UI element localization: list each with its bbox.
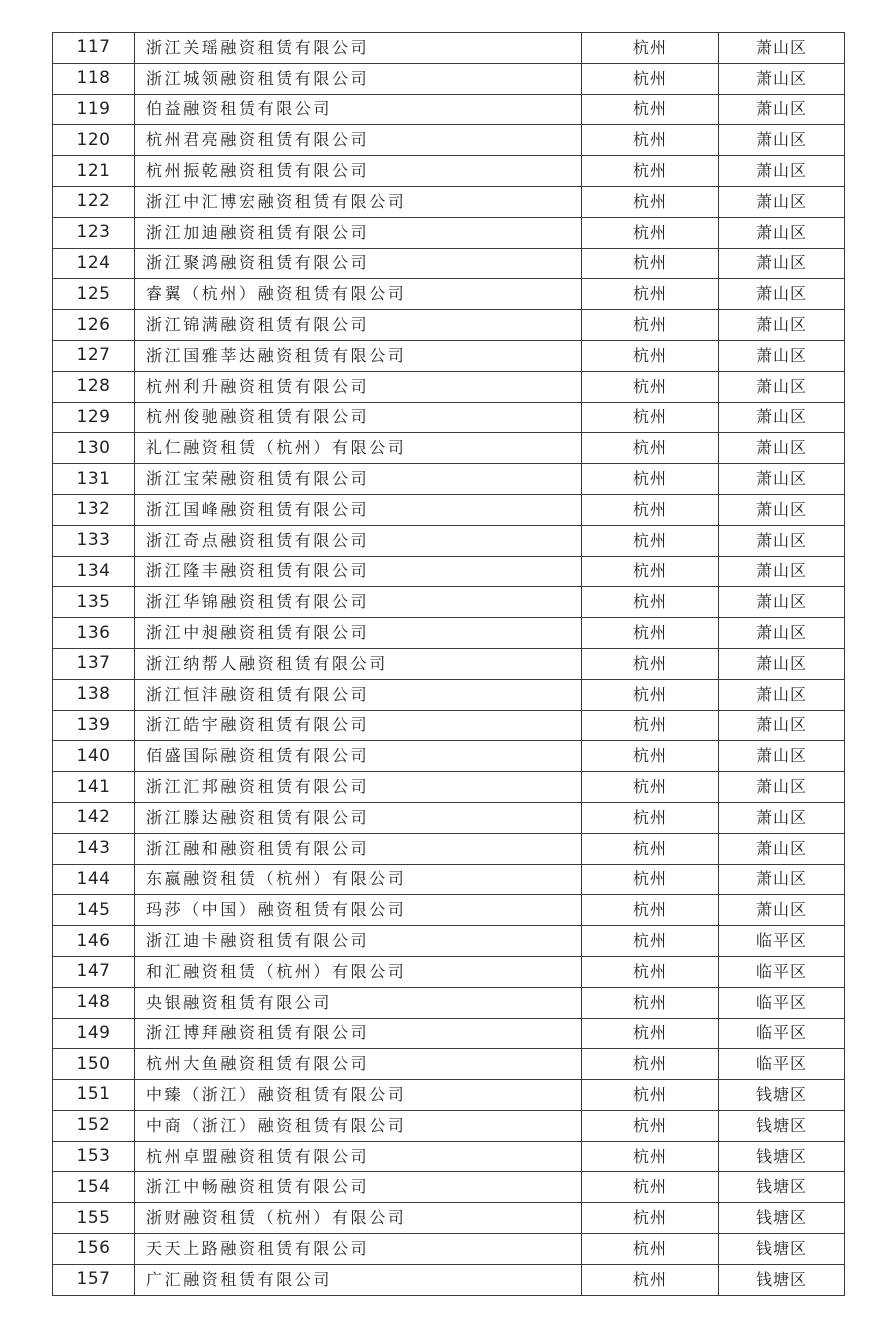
- city-cell: 杭州: [582, 679, 719, 710]
- district-cell: 萧山区: [719, 895, 845, 926]
- row-number-cell: 124: [53, 248, 135, 279]
- district-cell: 萧山区: [719, 402, 845, 433]
- city-cell: 杭州: [582, 1080, 719, 1111]
- table-row: [53, 464, 845, 495]
- district-cell: 萧山区: [719, 94, 845, 125]
- city-cell: 杭州: [582, 864, 719, 895]
- company-name-cell: 浙江中畅融资租赁有限公司: [135, 1172, 582, 1203]
- city-cell: 杭州: [582, 926, 719, 957]
- row-number-cell: 126: [53, 310, 135, 341]
- city-cell: 杭州: [582, 310, 719, 341]
- city-cell: 杭州: [582, 772, 719, 803]
- city-cell: 杭州: [582, 802, 719, 833]
- company-name-cell: 浙江中昶融资租赁有限公司: [135, 618, 582, 649]
- district-cell: 萧山区: [719, 63, 845, 94]
- company-name-cell: 杭州君亮融资租赁有限公司: [135, 125, 582, 156]
- city-cell: 杭州: [582, 94, 719, 125]
- city-cell: 杭州: [582, 1234, 719, 1265]
- row-number-cell: 132: [53, 494, 135, 525]
- district-cell: 萧山区: [719, 525, 845, 556]
- company-name-cell: 浙江纳帮人融资租赁有限公司: [135, 648, 582, 679]
- row-number-cell: 128: [53, 371, 135, 402]
- district-cell: 萧山区: [719, 833, 845, 864]
- table-row: [53, 679, 845, 710]
- city-cell: 杭州: [582, 833, 719, 864]
- company-name-cell: 浙江聚鸿融资租赁有限公司: [135, 248, 582, 279]
- table-row: [53, 710, 845, 741]
- table-row: [53, 864, 845, 895]
- company-name-cell: 和汇融资租赁（杭州）有限公司: [135, 956, 582, 987]
- table-row: [53, 494, 845, 525]
- row-number-cell: 156: [53, 1234, 135, 1265]
- district-cell: 萧山区: [719, 802, 845, 833]
- table-row: [53, 217, 845, 248]
- city-cell: 杭州: [582, 279, 719, 310]
- district-cell: 萧山区: [719, 494, 845, 525]
- row-number-cell: 130: [53, 433, 135, 464]
- district-cell: 萧山区: [719, 556, 845, 587]
- row-number-cell: 155: [53, 1203, 135, 1234]
- table-row: [53, 802, 845, 833]
- city-cell: 杭州: [582, 156, 719, 187]
- district-cell: 萧山区: [719, 648, 845, 679]
- district-cell: 萧山区: [719, 464, 845, 495]
- table-row: [53, 248, 845, 279]
- row-number-cell: 157: [53, 1264, 135, 1295]
- city-cell: 杭州: [582, 464, 719, 495]
- company-name-cell: 天天上路融资租赁有限公司: [135, 1234, 582, 1265]
- company-name-cell: 浙江城领融资租赁有限公司: [135, 63, 582, 94]
- district-cell: 萧山区: [719, 864, 845, 895]
- district-cell: 萧山区: [719, 248, 845, 279]
- city-cell: 杭州: [582, 1141, 719, 1172]
- table-row: [53, 1018, 845, 1049]
- table-row: [53, 402, 845, 433]
- table-row: [53, 525, 845, 556]
- table-row: [53, 1110, 845, 1141]
- district-cell: 钱塘区: [719, 1264, 845, 1295]
- company-name-cell: 浙江奇点融资租赁有限公司: [135, 525, 582, 556]
- company-name-cell: 广汇融资租赁有限公司: [135, 1264, 582, 1295]
- district-cell: 萧山区: [719, 279, 845, 310]
- city-cell: 杭州: [582, 186, 719, 217]
- district-cell: 钱塘区: [719, 1203, 845, 1234]
- row-number-cell: 134: [53, 556, 135, 587]
- table-row: [53, 156, 845, 187]
- city-cell: 杭州: [582, 895, 719, 926]
- city-cell: 杭州: [582, 1049, 719, 1080]
- row-number-cell: 152: [53, 1110, 135, 1141]
- district-cell: 钱塘区: [719, 1141, 845, 1172]
- city-cell: 杭州: [582, 1172, 719, 1203]
- row-number-cell: 135: [53, 587, 135, 618]
- table-row: [53, 987, 845, 1018]
- row-number-cell: 142: [53, 802, 135, 833]
- row-number-cell: 139: [53, 710, 135, 741]
- city-cell: 杭州: [582, 741, 719, 772]
- company-name-cell: 杭州振乾融资租赁有限公司: [135, 156, 582, 187]
- company-name-cell: 佰盛国际融资租赁有限公司: [135, 741, 582, 772]
- row-number-cell: 146: [53, 926, 135, 957]
- row-number-cell: 137: [53, 648, 135, 679]
- city-cell: 杭州: [582, 710, 719, 741]
- city-cell: 杭州: [582, 525, 719, 556]
- company-name-cell: 浙江中汇博宏融资租赁有限公司: [135, 186, 582, 217]
- row-number-cell: 133: [53, 525, 135, 556]
- row-number-cell: 147: [53, 956, 135, 987]
- district-cell: 临平区: [719, 1018, 845, 1049]
- table-row: [53, 310, 845, 341]
- company-name-cell: 杭州大鱼融资租赁有限公司: [135, 1049, 582, 1080]
- district-cell: 萧山区: [719, 371, 845, 402]
- district-cell: 钱塘区: [719, 1110, 845, 1141]
- district-cell: 萧山区: [719, 186, 845, 217]
- row-number-cell: 148: [53, 987, 135, 1018]
- city-cell: 杭州: [582, 371, 719, 402]
- company-name-cell: 浙江滕达融资租赁有限公司: [135, 802, 582, 833]
- city-cell: 杭州: [582, 217, 719, 248]
- company-name-cell: 浙江博拜融资租赁有限公司: [135, 1018, 582, 1049]
- company-name-cell: 浙江加迪融资租赁有限公司: [135, 217, 582, 248]
- company-name-cell: 浙江汇邦融资租赁有限公司: [135, 772, 582, 803]
- company-name-cell: 礼仁融资租赁（杭州）有限公司: [135, 433, 582, 464]
- table-row: [53, 956, 845, 987]
- row-number-cell: 140: [53, 741, 135, 772]
- city-cell: 杭州: [582, 33, 719, 64]
- city-cell: 杭州: [582, 1110, 719, 1141]
- city-cell: 杭州: [582, 63, 719, 94]
- table-row: [53, 1234, 845, 1265]
- city-cell: 杭州: [582, 1264, 719, 1295]
- row-number-cell: 136: [53, 618, 135, 649]
- district-cell: 钱塘区: [719, 1080, 845, 1111]
- table-row: [53, 587, 845, 618]
- company-name-cell: 浙江融和融资租赁有限公司: [135, 833, 582, 864]
- district-cell: 临平区: [719, 987, 845, 1018]
- company-name-cell: 浙江关瑶融资租赁有限公司: [135, 33, 582, 64]
- row-number-cell: 119: [53, 94, 135, 125]
- company-name-cell: 浙江宝荣融资租赁有限公司: [135, 464, 582, 495]
- company-name-cell: 伯益融资租赁有限公司: [135, 94, 582, 125]
- district-cell: 萧山区: [719, 772, 845, 803]
- row-number-cell: 123: [53, 217, 135, 248]
- district-cell: 萧山区: [719, 679, 845, 710]
- row-number-cell: 151: [53, 1080, 135, 1111]
- company-name-cell: 浙江皓宇融资租赁有限公司: [135, 710, 582, 741]
- district-cell: 萧山区: [719, 587, 845, 618]
- district-cell: 钱塘区: [719, 1234, 845, 1265]
- company-name-cell: 中臻（浙江）融资租赁有限公司: [135, 1080, 582, 1111]
- row-number-cell: 129: [53, 402, 135, 433]
- company-name-cell: 杭州卓盟融资租赁有限公司: [135, 1141, 582, 1172]
- city-cell: 杭州: [582, 1203, 719, 1234]
- company-name-cell: 央银融资租赁有限公司: [135, 987, 582, 1018]
- row-number-cell: 117: [53, 33, 135, 64]
- company-name-cell: 浙财融资租赁（杭州）有限公司: [135, 1203, 582, 1234]
- district-cell: 萧山区: [719, 741, 845, 772]
- table-row: [53, 94, 845, 125]
- table-row: [53, 556, 845, 587]
- table-row: [53, 340, 845, 371]
- city-cell: 杭州: [582, 987, 719, 1018]
- table-row: [53, 33, 845, 64]
- table-row: [53, 1141, 845, 1172]
- table-row: [53, 125, 845, 156]
- company-table-body: [53, 33, 845, 1296]
- city-cell: 杭州: [582, 556, 719, 587]
- city-cell: 杭州: [582, 433, 719, 464]
- district-cell: 萧山区: [719, 156, 845, 187]
- row-number-cell: 131: [53, 464, 135, 495]
- city-cell: 杭州: [582, 125, 719, 156]
- row-number-cell: 145: [53, 895, 135, 926]
- table-row: [53, 186, 845, 217]
- city-cell: 杭州: [582, 248, 719, 279]
- table-row: [53, 895, 845, 926]
- company-name-cell: 浙江华锦融资租赁有限公司: [135, 587, 582, 618]
- row-number-cell: 120: [53, 125, 135, 156]
- district-cell: 萧山区: [719, 217, 845, 248]
- table-row: [53, 1203, 845, 1234]
- row-number-cell: 141: [53, 772, 135, 803]
- company-name-cell: 东嬴融资租赁（杭州）有限公司: [135, 864, 582, 895]
- district-cell: 萧山区: [719, 340, 845, 371]
- city-cell: 杭州: [582, 402, 719, 433]
- company-name-cell: 中商（浙江）融资租赁有限公司: [135, 1110, 582, 1141]
- table-row: [53, 1172, 845, 1203]
- district-cell: 萧山区: [719, 618, 845, 649]
- company-name-cell: 杭州利升融资租赁有限公司: [135, 371, 582, 402]
- row-number-cell: 144: [53, 864, 135, 895]
- table-row: [53, 833, 845, 864]
- company-table: [52, 32, 845, 1296]
- row-number-cell: 122: [53, 186, 135, 217]
- table-row: [53, 618, 845, 649]
- company-name-cell: 睿翼（杭州）融资租赁有限公司: [135, 279, 582, 310]
- company-name-cell: 杭州俊驰融资租赁有限公司: [135, 402, 582, 433]
- table-row: [53, 741, 845, 772]
- district-cell: 萧山区: [719, 433, 845, 464]
- table-row: [53, 772, 845, 803]
- city-cell: 杭州: [582, 587, 719, 618]
- table-row: [53, 371, 845, 402]
- district-cell: 萧山区: [719, 310, 845, 341]
- row-number-cell: 150: [53, 1049, 135, 1080]
- table-row: [53, 279, 845, 310]
- row-number-cell: 121: [53, 156, 135, 187]
- row-number-cell: 118: [53, 63, 135, 94]
- district-cell: 钱塘区: [719, 1172, 845, 1203]
- city-cell: 杭州: [582, 956, 719, 987]
- district-cell: 萧山区: [719, 710, 845, 741]
- city-cell: 杭州: [582, 648, 719, 679]
- company-name-cell: 浙江国峰融资租赁有限公司: [135, 494, 582, 525]
- table-row: [53, 433, 845, 464]
- table-row: [53, 1080, 845, 1111]
- district-cell: 临平区: [719, 926, 845, 957]
- table-row: [53, 648, 845, 679]
- company-name-cell: 浙江锦满融资租赁有限公司: [135, 310, 582, 341]
- city-cell: 杭州: [582, 1018, 719, 1049]
- row-number-cell: 154: [53, 1172, 135, 1203]
- company-name-cell: 浙江迪卡融资租赁有限公司: [135, 926, 582, 957]
- district-cell: 萧山区: [719, 125, 845, 156]
- company-name-cell: 浙江恒沣融资租赁有限公司: [135, 679, 582, 710]
- district-cell: 临平区: [719, 956, 845, 987]
- company-name-cell: 浙江隆丰融资租赁有限公司: [135, 556, 582, 587]
- table-row: [53, 63, 845, 94]
- row-number-cell: 149: [53, 1018, 135, 1049]
- row-number-cell: 125: [53, 279, 135, 310]
- row-number-cell: 153: [53, 1141, 135, 1172]
- company-name-cell: 玛莎（中国）融资租赁有限公司: [135, 895, 582, 926]
- table-row: [53, 926, 845, 957]
- district-cell: 临平区: [719, 1049, 845, 1080]
- row-number-cell: 143: [53, 833, 135, 864]
- city-cell: 杭州: [582, 618, 719, 649]
- table-row: [53, 1264, 845, 1295]
- row-number-cell: 127: [53, 340, 135, 371]
- city-cell: 杭州: [582, 340, 719, 371]
- row-number-cell: 138: [53, 679, 135, 710]
- district-cell: 萧山区: [719, 33, 845, 64]
- company-name-cell: 浙江国雅莘达融资租赁有限公司: [135, 340, 582, 371]
- city-cell: 杭州: [582, 494, 719, 525]
- table-row: [53, 1049, 845, 1080]
